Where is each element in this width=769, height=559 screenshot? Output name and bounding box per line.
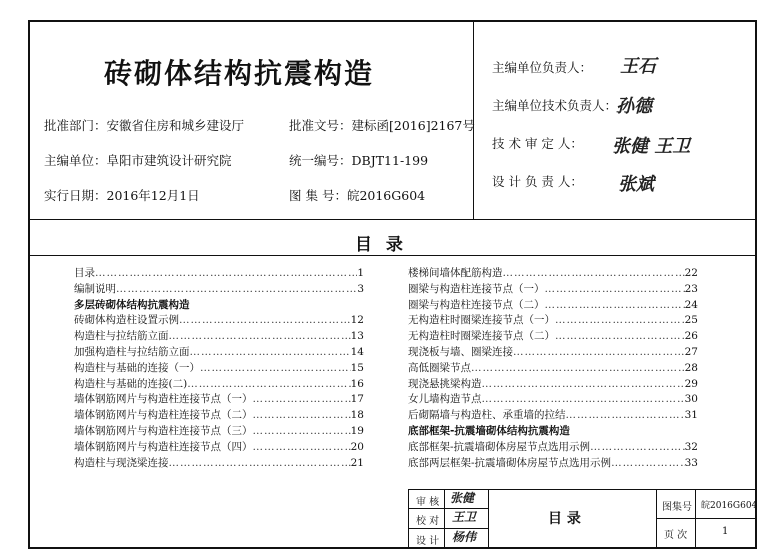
toc-title: 目 录 — [355, 235, 407, 255]
toc-leader-dots — [555, 313, 685, 329]
signature-chief-tech: 孙德 — [616, 96, 652, 117]
toc-entry — [74, 392, 364, 408]
toc-entry-page: 33 — [684, 456, 698, 469]
toc-leader-dots — [190, 345, 351, 361]
toc-entry-label: 楼梯间墙体配筋构造 — [408, 267, 503, 279]
toc-entry-page: 20 — [350, 440, 364, 453]
effective-date: 实行日期：2016年12月1日 — [44, 188, 200, 203]
signature-design: 杨伟 — [452, 530, 477, 544]
toc-leader-dots — [471, 361, 685, 377]
toc-entry-page: 23 — [684, 282, 698, 295]
title-block-col-1 — [444, 489, 445, 549]
toc-entry-label: 底部两层框架-抗震墙砌体房屋节点选用示例 — [408, 456, 612, 469]
toc-entry-page: 22 — [684, 267, 698, 279]
toc-entry — [408, 266, 698, 282]
toc-entry-label: 底部框架-抗震墙砌体房屋节点选用示例 — [408, 440, 591, 453]
toc-entry-label: 加强构造柱与拉结筋立面 — [74, 345, 190, 358]
toc-leader-dots — [513, 345, 685, 361]
signature-review: 张健 — [450, 491, 475, 505]
toc-leader-dots — [503, 266, 685, 282]
toc-entry — [74, 345, 364, 361]
signature-tech-review: 张健 王卫 — [612, 136, 691, 157]
toc-entry — [408, 329, 698, 345]
toc-entry-page: 25 — [684, 314, 698, 327]
toc-leader-dots — [482, 377, 685, 393]
toc-entry-label: 墙体钢筋网片与构造柱连接节点（一） — [74, 393, 253, 406]
toc-leader-dots — [200, 361, 351, 377]
atlas-no: 图 集 号：皖2016G604 — [289, 188, 426, 203]
page-label: 页 次 — [664, 530, 688, 541]
atlas-no-label: 图集号 — [662, 502, 692, 513]
toc-entry-label: 女儿墙构造节点 — [408, 393, 482, 406]
toc-entry-label: 构造柱与拉结筋立面 — [74, 330, 169, 343]
chief-tech-label: 主编单位技术负责人： — [492, 98, 618, 113]
toc-leader-dots — [169, 329, 351, 345]
toc-entry-page: 21 — [350, 456, 364, 469]
toc-entry — [408, 456, 698, 472]
toc-entry-page: 16 — [350, 377, 364, 390]
toc-entry — [408, 345, 698, 361]
signature-chief-unit: 王石 — [620, 56, 656, 77]
toc-leader-dots — [555, 329, 685, 345]
toc-entry-page: 13 — [350, 330, 364, 343]
toc-leader-dots — [253, 424, 351, 440]
toc-entry-page: 32 — [684, 440, 698, 453]
toc-entry-page: 17 — [350, 393, 364, 406]
editor-unit: 主编单位：阜阳市建筑设计研究院 — [44, 153, 232, 168]
toc-leader-dots — [187, 377, 350, 393]
toc-entry — [408, 377, 698, 393]
toc-leader-dots — [566, 408, 685, 424]
toc-title-divider — [28, 255, 757, 256]
toc-leader-dots — [253, 408, 351, 424]
toc-entry — [74, 361, 364, 377]
toc-entry-label: 无构造柱时圈梁连接节点（二） — [408, 330, 555, 343]
toc-entry — [74, 282, 364, 298]
toc-entry-label: 现浇悬挑梁构造 — [408, 377, 482, 390]
toc-entry — [408, 282, 698, 298]
toc-entry — [408, 298, 698, 314]
toc-leader-dots — [169, 456, 351, 472]
toc-leader-dots — [116, 282, 357, 298]
page-value: 1 — [722, 526, 729, 537]
toc-entry-label: 构造柱与基础的连接（一） — [74, 361, 200, 374]
toc-entry-page: 24 — [684, 298, 698, 311]
toc-entry — [408, 440, 698, 456]
toc-entry-label: 后砌隔墙与构造柱、承重墙的拉结 — [408, 409, 566, 422]
toc-entry-label: 墙体钢筋网片与构造柱连接节点（四） — [74, 440, 253, 453]
toc-section-heading: 多层砖砌体结构抗震构造 — [74, 298, 190, 311]
tech-review-label: 技 术 审 定 人： — [492, 136, 583, 151]
toc-entry — [408, 392, 698, 408]
toc-entry — [74, 298, 364, 314]
toc-leader-dots — [179, 313, 351, 329]
review-label: 审 核 — [416, 497, 440, 508]
toc-entry — [74, 329, 364, 345]
toc-entry-label: 圈梁与构造柱连接节点（一） — [408, 282, 545, 295]
toc-entry-label: 圈梁与构造柱连接节点（二） — [408, 298, 545, 311]
signature-designer: 张斌 — [618, 174, 654, 195]
toc-entry — [408, 361, 698, 377]
toc-entry-page: 15 — [350, 361, 364, 374]
title-block-row-mid — [656, 518, 757, 519]
toc-entry — [74, 313, 364, 329]
toc-leader-dots — [545, 298, 685, 314]
toc-entry-label: 构造柱与现浇梁连接 — [74, 456, 169, 469]
unified-no: 统一编号：DBJT11-199 — [289, 153, 429, 168]
toc-entry-label: 构造柱与基础的连接(二) — [74, 377, 188, 390]
toc-leader-dots — [590, 440, 685, 456]
toc-entry — [74, 408, 364, 424]
toc-entry-label: 砖砌体构造柱设置示例 — [74, 314, 179, 327]
signature-check: 王卫 — [452, 510, 477, 524]
toc-leader-dots — [253, 392, 351, 408]
toc-entry-page: 1 — [357, 267, 364, 279]
check-label: 校 对 — [416, 516, 440, 527]
toc-entry-label: 现浇板与墙、圈梁连接 — [408, 345, 513, 358]
toc-entry-page: 14 — [350, 345, 364, 358]
toc-leader-dots — [482, 392, 685, 408]
toc-right-column — [408, 266, 698, 471]
toc-entry — [74, 266, 364, 282]
design-label: 设 计 — [416, 536, 440, 547]
toc-entry-label: 无构造柱时圈梁连接节点（一） — [408, 314, 555, 327]
toc-left-column — [74, 266, 364, 471]
toc-entry-page: 18 — [350, 409, 364, 422]
title-block-col-2 — [488, 489, 489, 549]
designer-label: 设 计 负 责 人： — [492, 174, 583, 189]
atlas-no-value: 皖2016G604 — [701, 501, 758, 511]
toc-entry — [74, 456, 364, 472]
toc-entry-label: 高低圈梁节点 — [408, 361, 471, 374]
toc-entry-page: 29 — [684, 377, 698, 390]
chief-unit-label: 主编单位负责人： — [492, 60, 593, 75]
toc-entry — [74, 377, 364, 393]
toc-leader-dots — [611, 456, 685, 472]
toc-leader-dots — [253, 440, 351, 456]
toc-entry-label: 墙体钢筋网片与构造柱连接节点（二） — [74, 409, 253, 422]
toc-entry — [74, 424, 364, 440]
toc-entry-page: 27 — [684, 345, 698, 358]
atlas-title: 砖砌体结构抗震构造 — [104, 57, 375, 90]
toc-entry-page: 3 — [357, 282, 364, 295]
sheet-title: 目 录 — [548, 511, 581, 527]
toc-entry-label: 编制说明 — [74, 282, 116, 295]
header-divider-horizontal — [28, 219, 757, 220]
toc-entry-page: 31 — [684, 409, 698, 422]
toc-entry — [74, 440, 364, 456]
title-block-left — [408, 489, 409, 549]
toc-entry-label: 墙体钢筋网片与构造柱连接节点（三） — [74, 424, 253, 437]
toc-entry — [408, 424, 698, 440]
title-block-col-4 — [695, 489, 696, 549]
toc-leader-dots — [95, 266, 357, 282]
toc-entry-page: 19 — [350, 424, 364, 437]
toc-section-heading: 底部框架-抗震墙砌体结构抗震构造 — [408, 424, 570, 437]
toc-entry — [408, 313, 698, 329]
toc-entry-page: 12 — [350, 314, 364, 327]
toc-entry-label: 目录 — [74, 267, 95, 279]
toc-entry-page: 28 — [684, 361, 698, 374]
approval-doc-no: 批准文号：建标函[2016]2167号 — [289, 118, 475, 133]
toc-leader-dots — [545, 282, 685, 298]
toc-entry-page: 26 — [684, 330, 698, 343]
toc-entry — [408, 408, 698, 424]
toc-entry-page: 30 — [684, 393, 698, 406]
title-block-col-3 — [656, 489, 657, 549]
approval-dept: 批准部门：安徽省住房和城乡建设厅 — [44, 118, 245, 133]
